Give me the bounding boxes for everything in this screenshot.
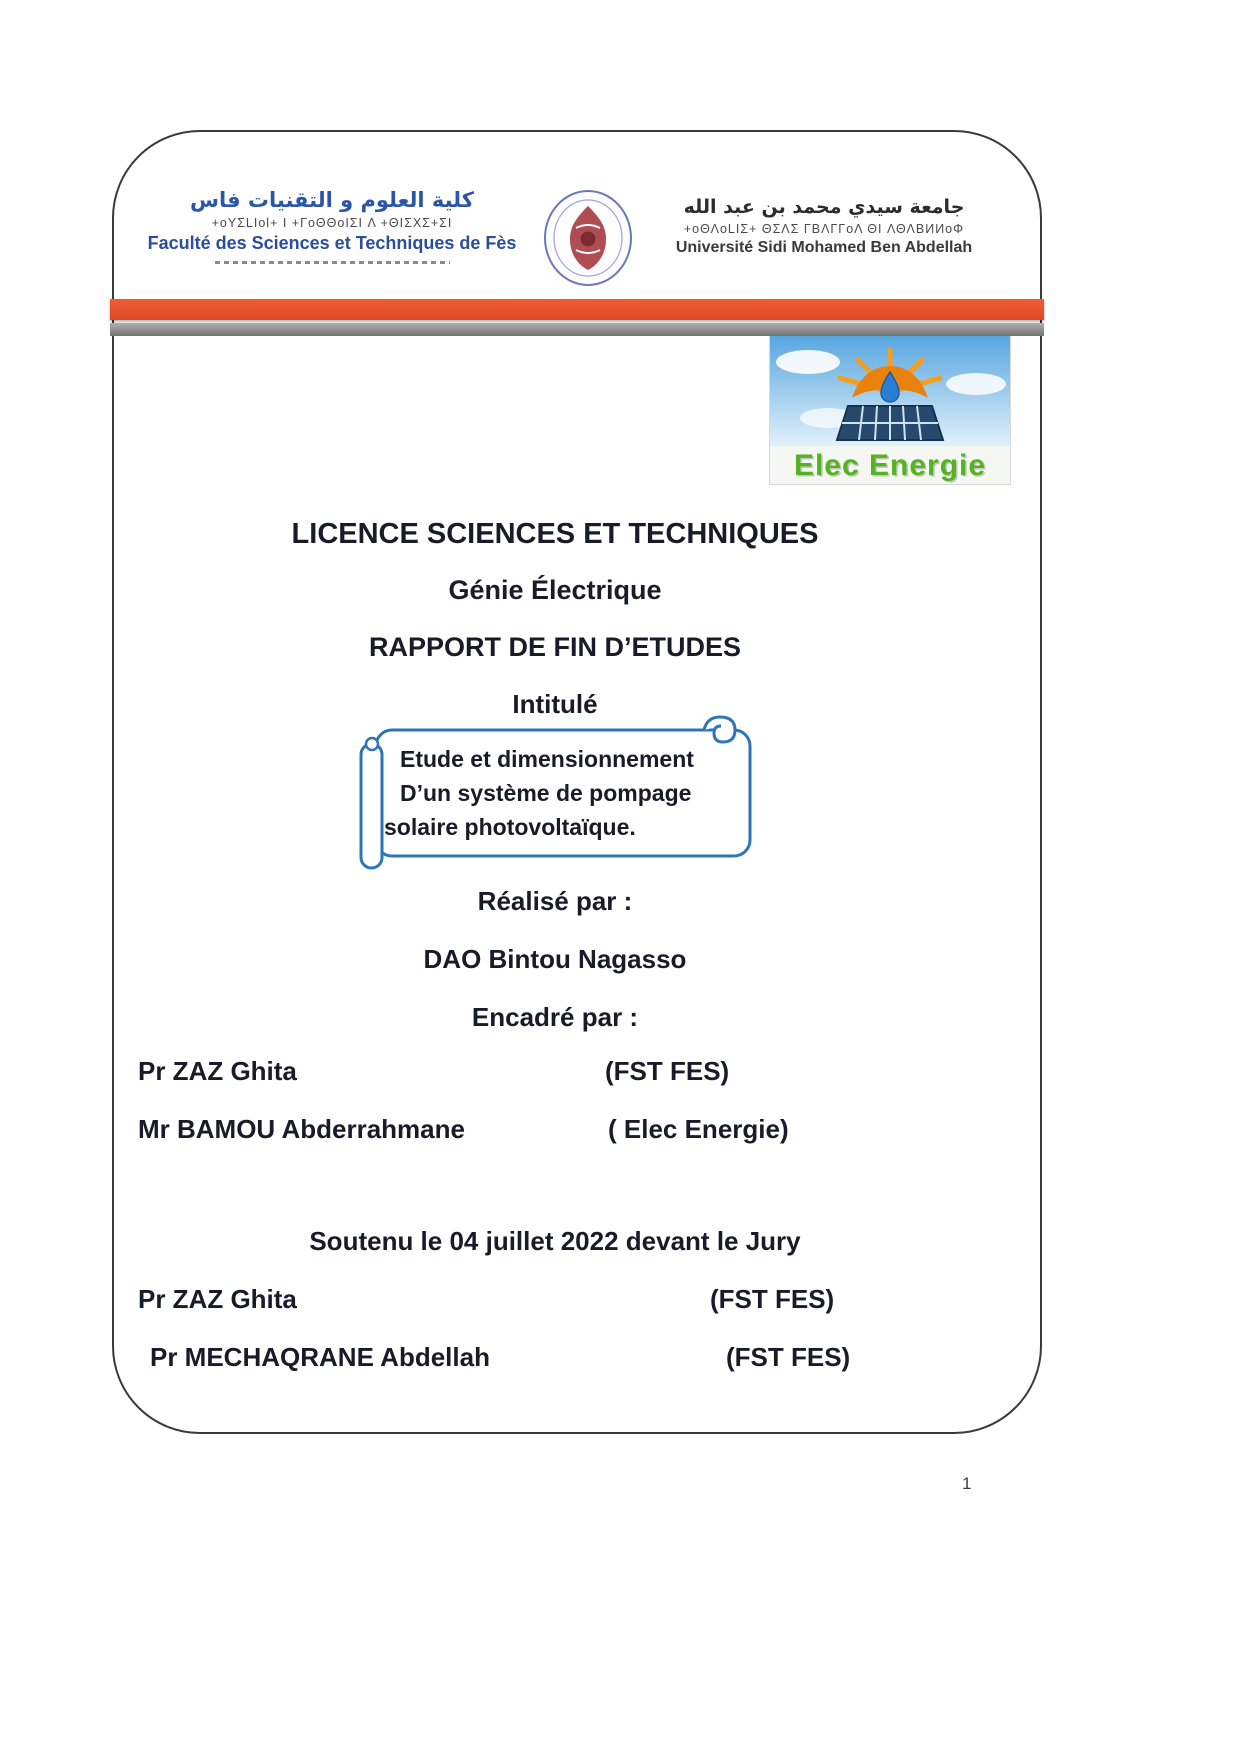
program-title: Génie Électrique: [448, 575, 662, 605]
realise-par-label: Réalisé par :: [477, 886, 633, 916]
subject-line-2: D’un système de pompage: [400, 780, 692, 806]
university-emblem-icon: [536, 188, 636, 293]
author-name: DAO Bintou Nagasso: [423, 944, 687, 974]
red-divider-bar: [110, 299, 1044, 320]
supervisor-2-affiliation: ( Elec Energie): [608, 1114, 789, 1144]
faculty-name-french: Faculté des Sciences et Techniques de Fès: [147, 233, 517, 253]
jury-member-1-name: Pr ZAZ Ghita: [138, 1284, 297, 1314]
faculty-name-arabic: كلية العلوم و التقنيات فاس: [190, 188, 474, 212]
defense-title: Soutenu le 04 juillet 2022 devant le Jury: [309, 1226, 801, 1256]
university-block: [636, 188, 1012, 257]
encadre-par-label: Encadré par :: [471, 1002, 639, 1032]
supervisor-1-affiliation: (FST FES): [605, 1056, 730, 1086]
subject-text: [384, 742, 694, 844]
jury-member-2-name: Pr MECHAQRANE Abdellah: [150, 1342, 490, 1372]
elec-energie-logo: [770, 336, 1010, 484]
elec-energie-brand-text: Elec Energie: [793, 449, 987, 482]
jury-member-2-affiliation: (FST FES): [726, 1342, 851, 1372]
faculty-address-line: [215, 261, 450, 264]
intitule-label: Intitulé: [512, 689, 598, 719]
university-name-arabic: جامعة سيدي محمد بن عبد الله: [683, 196, 965, 218]
supervisor-2-name: Mr BAMOU Abderrahmane: [138, 1114, 465, 1144]
report-type-title: RAPPORT DE FIN D’ETUDES: [368, 632, 742, 662]
supervisor-1-name: Pr ZAZ Ghita: [138, 1056, 297, 1086]
university-name-tifinagh: +oΘΛoLIΣ+ ΘΣΛΣ ΓBΛΓΓoΛ ΘI ΛΘΛBИИoΦ: [683, 222, 965, 236]
degree-title: LICENCE SCIENCES ET TECHNIQUES: [291, 518, 819, 550]
page-number: 1: [962, 1474, 972, 1493]
subject-line-3: solaire photovoltaïque.: [384, 814, 636, 840]
institution-header: [128, 188, 1028, 293]
faculty-name-tifinagh: +oYΣLIol+ I +ΓoΘΘoIΣI Λ +ΘIΣΧΣ+ΣI: [211, 216, 453, 230]
subject-line-1: Etude et dimensionnement: [400, 746, 694, 772]
faculty-block: [128, 188, 536, 264]
jury-member-1-affiliation: (FST FES): [710, 1284, 835, 1314]
gray-divider-bar: [110, 323, 1044, 336]
university-name-french: Université Sidi Mohamed Ben Abdellah: [675, 239, 973, 256]
subject-scroll-banner: [352, 714, 776, 874]
